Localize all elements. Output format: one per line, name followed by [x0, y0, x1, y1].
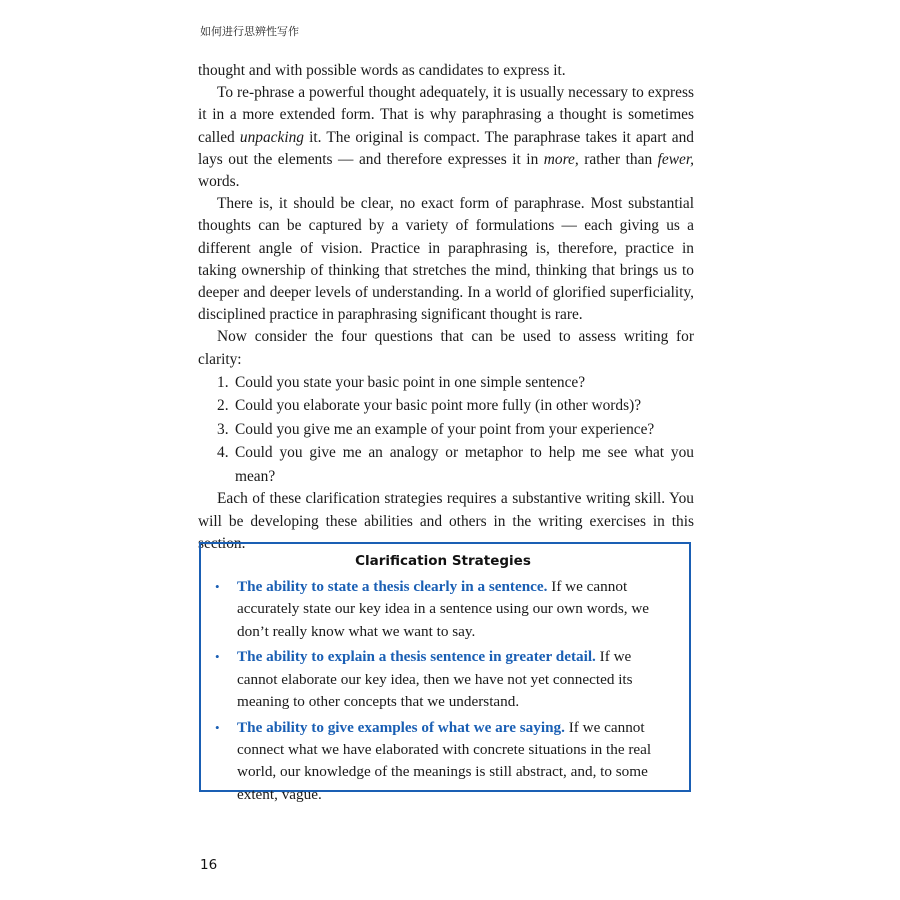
box-title: Clarification Strategies — [355, 553, 531, 569]
bullet-icon: • — [215, 649, 220, 665]
item-text: Could you give me an analogy or metaphor to help me see what you mean? — [235, 444, 694, 485]
page-number: 16 — [200, 857, 218, 873]
paragraph-paraphrase: There is, it should be clear, no exact form of paraphrase. Most substantial thoughts can be captured by a variety of formulations — each giving us a different angle of vision. Practice in paraphrasing is, therefore, practice in taking ownership of thinking that stretches the mind, thinking that brings us to deeper and deeper levels of understanding. In a world of glorified superficiality, disciplined practice in paraphrasing significant thought is rare. — [198, 195, 694, 324]
text-run: words. — [198, 173, 240, 191]
list-item — [198, 441, 694, 488]
list-item — [198, 418, 694, 442]
strategy-detail: If we cannot elaborate our key idea, then we have not yet connected its meaning to other concepts that we understand. — [237, 648, 633, 710]
strategies-list — [211, 576, 675, 806]
item-text: Could you elaborate your basic point more fully (in other words)? — [235, 397, 642, 415]
item-number: 1. — [217, 373, 229, 391]
strategy-detail: If we cannot accurately state our key idea in a sentence using our own words, we don’t really know what we want to say. — [237, 578, 650, 640]
strategy-text — [237, 576, 675, 643]
text-run: rather than — [578, 150, 658, 168]
strategy-text — [237, 717, 675, 806]
text-run: To re-phrase a powerful thought adequately, it is usually necessary to express it in a more extended form. That is why paraphrasing a thought is sometimes called — [198, 84, 694, 146]
item-number: 4. — [217, 444, 229, 462]
strategy-item — [211, 717, 675, 806]
strategy-item — [211, 646, 675, 713]
clarity-questions-list — [198, 371, 694, 489]
strategy-lead: The ability to state a thesis clearly in a sentence. — [237, 578, 548, 595]
emphasis-unpacking: unpacking — [239, 128, 304, 146]
bullet-icon: • — [215, 579, 220, 594]
body-text — [198, 60, 694, 555]
paragraph-rephrase — [198, 82, 694, 193]
strategy-lead: The ability to explain a thesis sentence in greater detail. — [237, 648, 596, 666]
strategy-detail: If we cannot connect what we have elaborated with concrete situations in the real world, our knowledge of the meanings is still abstract, and, to some extent, vague. — [237, 718, 652, 803]
item-number: 3. — [217, 420, 229, 438]
emphasis-fewer: fewer, — [657, 150, 694, 168]
bullet-icon: • — [215, 719, 220, 735]
list-item — [198, 371, 694, 395]
paragraph-strategies-summary: Each of these clarification strategies requires a substantive writing skill. You will be developing these abilities and others in the writing exercises in this section. — [198, 490, 694, 552]
emphasis-more: more, — [543, 150, 579, 168]
item-number: 2. — [217, 397, 229, 415]
strategy-lead: The ability to give examples of what we are saying. — [237, 718, 565, 736]
strategy-item — [211, 576, 675, 643]
paragraph-questions-intro: Now consider the four questions that can be used to assess writing for clarity: — [198, 328, 694, 368]
list-item — [198, 394, 694, 418]
item-text: Could you state your basic point in one simple sentence? — [235, 373, 586, 391]
clarification-strategies-box — [199, 542, 691, 803]
text-run: it. The original is compact. The paraphrase takes it apart and lays out the elements — and therefore expresses it in — [198, 128, 694, 168]
paragraph-continuation: thought and with possible words as candidates to express it. — [198, 62, 566, 79]
strategy-text — [237, 646, 675, 713]
item-text: Could you give me an example of your point from your experience? — [235, 420, 655, 438]
running-header: 如何进行思辨性写作 — [200, 25, 299, 38]
